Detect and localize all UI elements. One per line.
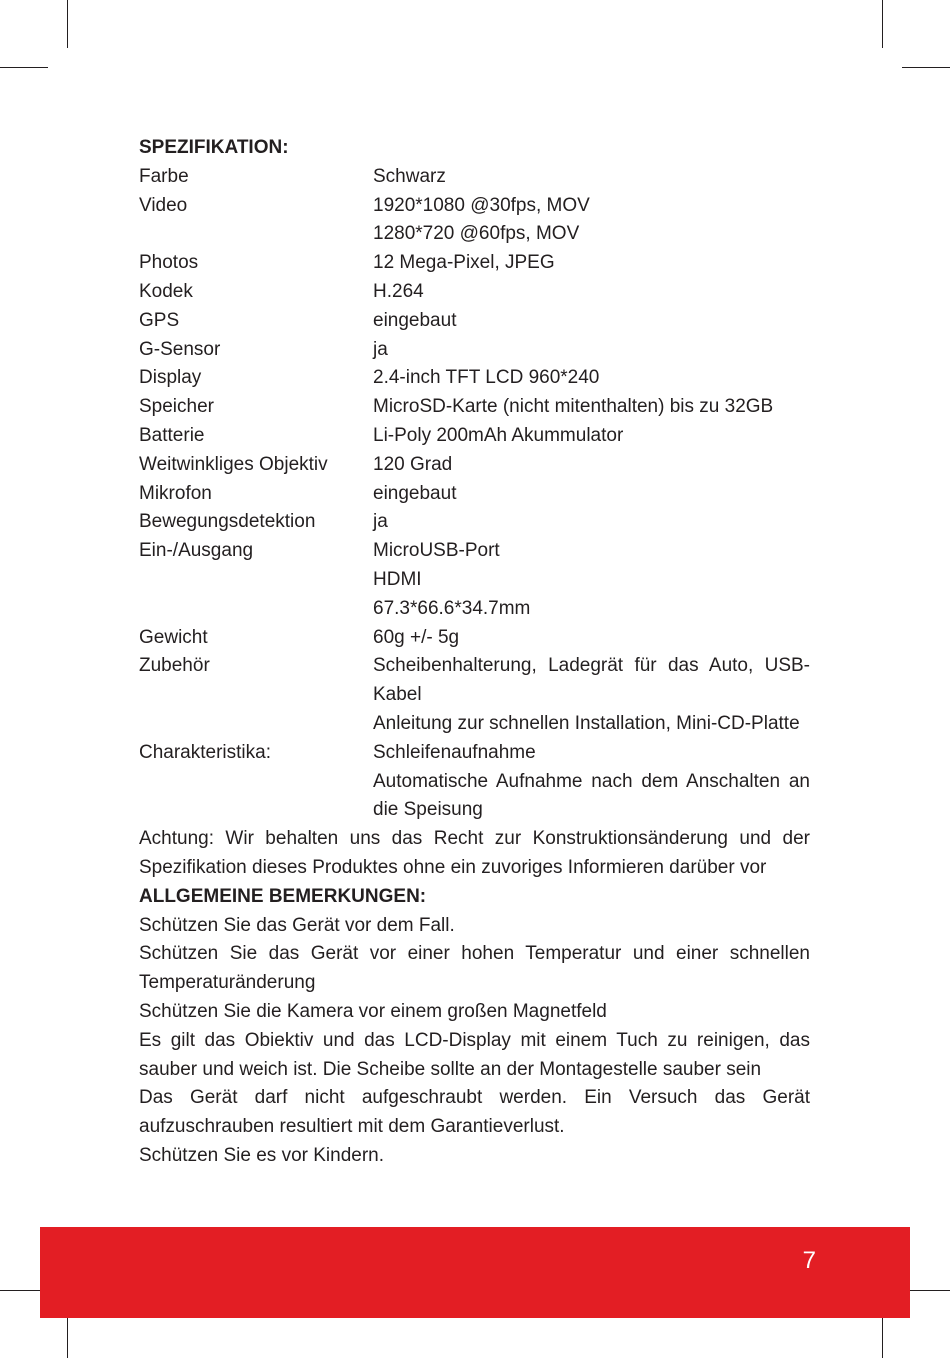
crop-mark [67,0,68,48]
spec-value: 67.3*66.6*34.7mm [373,597,531,619]
spec-row [139,652,810,738]
general-remark: Es gilt das Obiektiv und das LCD-Display mit einem Tuch zu reinigen, das sauber und weich ist. Die Scheibe sollte an der Montagestelle sauber sein [139,1029,810,1080]
spec-label: Zubehör [139,655,210,677]
spec-row [139,163,810,192]
spec-label: Batterie [139,424,205,446]
general-remark: Schützen Sie das Gerät vor einer hohen Temperatur und einer schnellen Temperaturänderung [139,943,810,994]
crop-mark [0,67,48,68]
spec-values [373,451,810,480]
spec-row [139,422,810,451]
spec-row [139,336,810,365]
spec-values [373,249,810,278]
spec-label: Video [139,194,188,216]
spec-value: Anleitung zur schnellen Installation, Mini-CD-Platte [373,712,800,734]
spec-value: Schleifenaufnahme [373,741,536,763]
general-heading: ALLGEMEINE BEMERKUNGEN: [139,885,427,907]
spec-label: Ein-/Ausgang [139,540,254,562]
spec-label: Bewegungsdetektion [139,511,316,533]
spec-label: Weitwinkliges Objektiv [139,453,328,475]
page-number: 7 [802,1247,816,1274]
spec-row [139,451,810,480]
spec-value: HDMI [373,568,422,590]
spec-heading: SPEZIFIKATION: [139,137,289,158]
spec-values [373,192,810,250]
spec-value: eingebaut [373,482,457,504]
spec-label: Mikrofon [139,482,212,504]
spec-values [373,739,810,825]
spec-row [139,624,810,653]
spec-values [373,364,810,393]
page-content [139,134,810,1171]
spec-values [373,163,810,192]
spec-values [373,508,810,537]
footer-bar [40,1227,910,1318]
general-remark: Schützen Sie das Gerät vor dem Fall. [139,914,455,936]
crop-mark [882,0,883,48]
spec-label: Speicher [139,396,214,418]
general-remark: Das Gerät darf nicht aufgeschraubt werden. Ein Versuch das Gerät aufzuschrauben resultiert mit dem Garantieverlust. [139,1087,810,1138]
spec-label: G-Sensor [139,338,221,360]
spec-value: Schwarz [373,165,446,187]
spec-values [373,307,810,336]
spec-label: Photos [139,252,199,274]
spec-value: 2.4-inch TFT LCD 960*240 [373,367,600,389]
spec-values [373,422,810,451]
spec-values [373,278,810,307]
spec-row [139,192,810,250]
spec-value: 1280*720 @60fps, MOV [373,223,580,245]
spec-values [373,336,810,365]
spec-label: Farbe [139,165,189,187]
spec-row [139,249,810,278]
general-remark: Schützen Sie die Kamera vor einem großen Magnetfeld [139,1000,607,1022]
general-remarks [139,912,810,1171]
spec-value: ja [373,511,388,533]
spec-value: MicroUSB-Port [373,540,500,562]
spec-values [373,652,810,738]
general-remark: Schützen Sie es vor Kindern. [139,1144,385,1166]
spec-value: 12 Mega-Pixel, JPEG [373,252,555,274]
spec-row [139,307,810,336]
spec-label: Gewicht [139,626,208,648]
spec-value: H.264 [373,280,424,302]
spec-row [139,364,810,393]
spec-values [373,537,810,623]
spec-values [373,624,810,653]
spec-row [139,508,810,537]
spec-row [139,739,810,825]
spec-label: GPS [139,309,180,331]
spec-value: ja [373,338,388,360]
spec-row [139,278,810,307]
spec-values [373,480,810,509]
spec-value: 120 Grad [373,453,453,475]
spec-values [373,393,810,422]
crop-mark [902,67,950,68]
spec-label: Charakteristika: [139,741,271,763]
spec-value: Li-Poly 200mAh Akummulator [373,424,624,446]
spec-value: 1920*1080 @30fps, MOV [373,194,590,216]
spec-label: Kodek [139,280,193,302]
spec-row [139,393,810,422]
spec-value: Scheibenhalterung, Ladegrät für das Auto, USB-Kabel [373,655,810,706]
spec-row [139,480,810,509]
spec-table [139,163,810,825]
notice-text: Achtung: Wir behalten uns das Recht zur Konstruktionsänderung und der Spezifikation dieses Produktes ohne ein zuvoriges Informieren darüber vor [139,828,810,878]
spec-value: MicroSD-Karte (nicht mitenthalten) bis zu 32GB [373,396,774,418]
spec-value: Automatische Aufnahme nach dem Anschalten an die Speisung [373,770,810,821]
spec-value: eingebaut [373,309,457,331]
spec-value: 60g +/- 5g [373,626,460,648]
spec-row [139,537,810,623]
spec-label: Display [139,367,202,389]
